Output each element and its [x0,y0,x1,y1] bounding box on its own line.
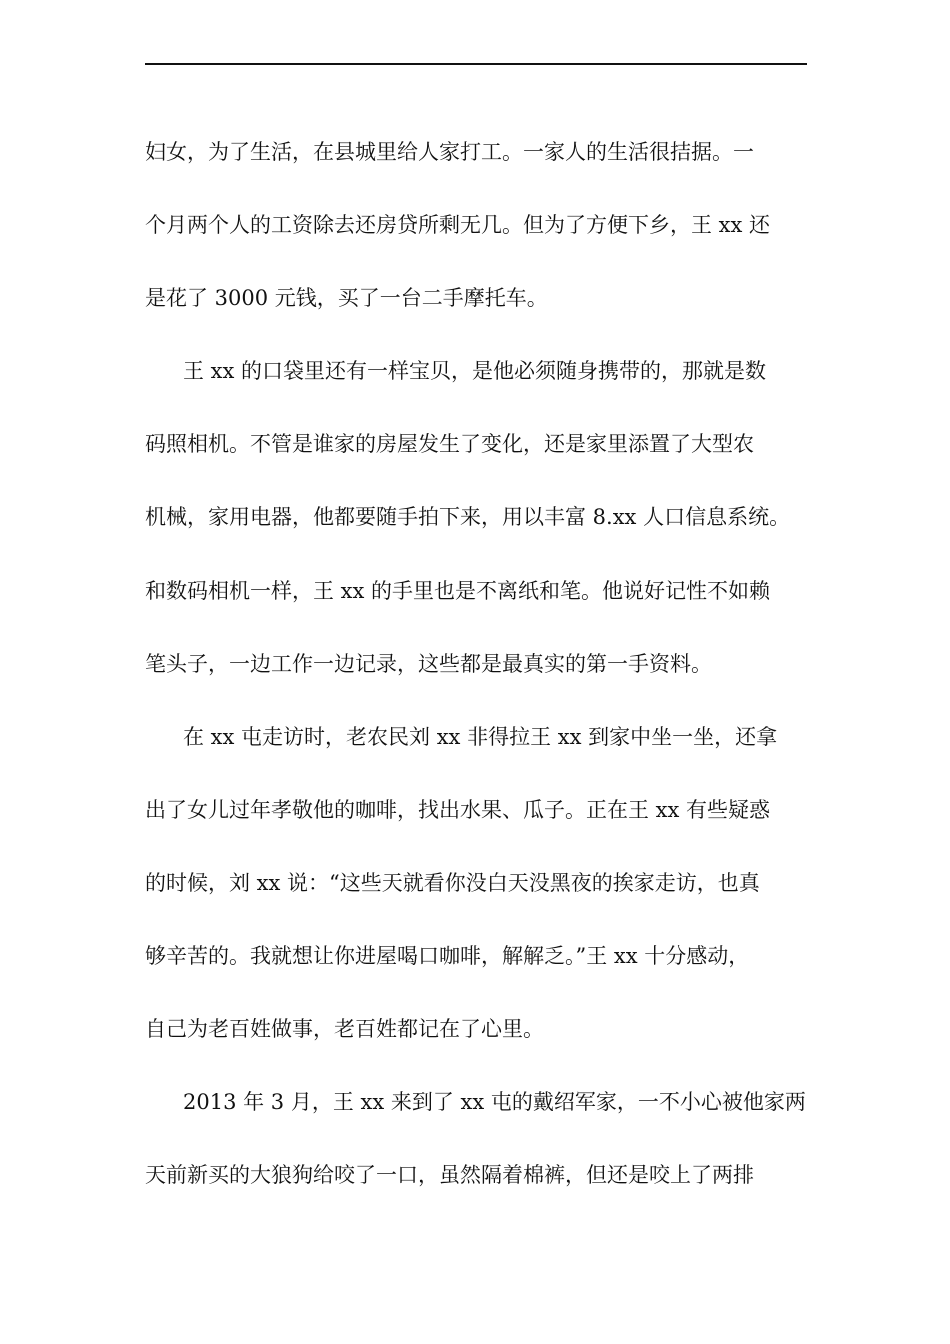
text-line: 码照相机。不管是谁家的房屋发生了变化，还是家里添置了大型农 [145,432,754,457]
paragraph-first-line: 王 xx 的口袋里还有一样宝贝，是他必须随身携带的，那就是数 [183,359,767,384]
text-line: 个月两个人的工资除去还房贷所剩无几。但为了方便下乡，王 xx 还 [145,213,771,238]
body-text [145,116,821,1212]
text-line: 出了女儿过年孝敬他的咖啡，找出水果、瓜子。正在王 xx 有些疑惑 [145,797,771,822]
text-line: 自己为老百姓做事，老百姓都记在了心里。 [145,1017,544,1042]
text-line: 是花了 3000 元钱，买了一台二手摩托车。 [145,286,548,311]
header-rule [145,63,807,65]
text-line: 和数码相机一样，王 xx 的手里也是不离纸和笔。他说好记性不如赖 [145,578,771,603]
text-line: 笔头子，一边工作一边记录，这些都是最真实的第一手资料。 [145,651,712,676]
paragraph-first-line: 在 xx 屯走访时，老农民刘 xx 非得拉王 xx 到家中坐一坐，还拿 [183,724,778,749]
text-line: 天前新买的大狼狗给咬了一口，虽然隔着棉裤，但还是咬上了两排 [145,1163,754,1188]
text-line: 机械，家用电器，他都要随手拍下来，用以丰富 8.xx 人口信息系统。 [145,505,791,530]
text-line: 妇女，为了生活，在县城里给人家打工。一家人的生活很拮据。一 [145,140,754,164]
paragraph-first-line: 2013 年 3 月，王 xx 来到了 xx 屯的戴绍军家，一不小心被他家两 [183,1090,806,1115]
text-line: 的时候，刘 xx 说：“这些天就看你没白天没黑夜的挨家走访，也真 [145,870,760,895]
text-line: 够辛苦的。我就想让你进屋喝口咖啡，解解乏。”王 xx 十分感动， [145,944,750,969]
